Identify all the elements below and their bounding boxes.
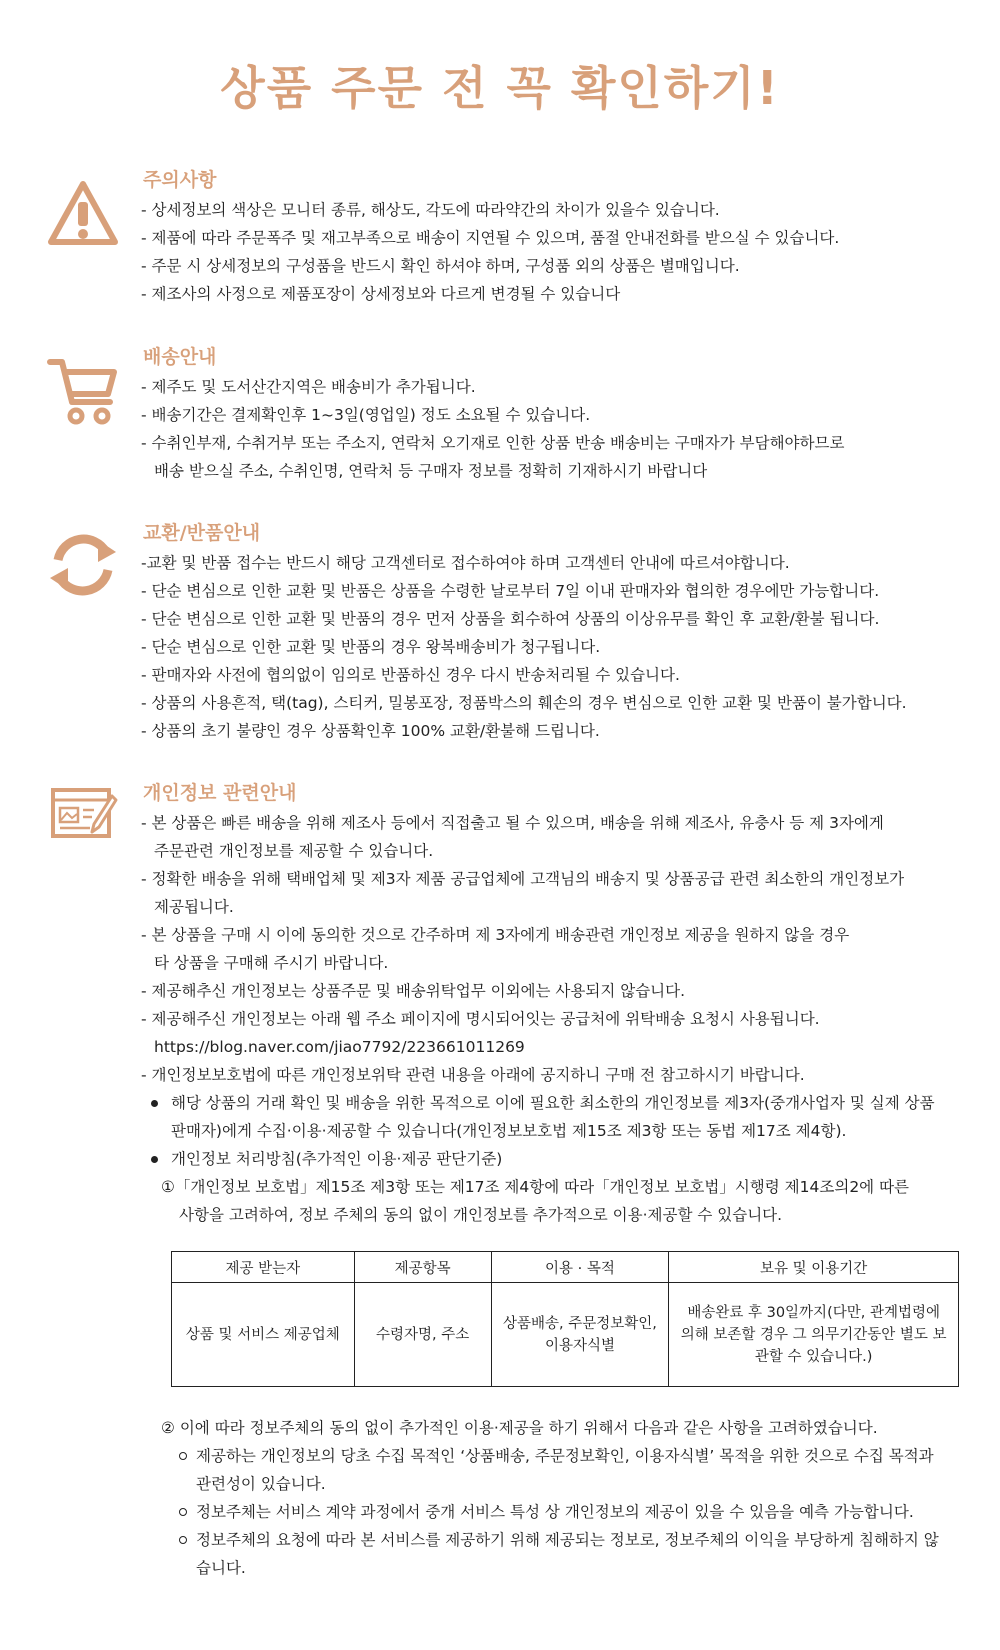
caution-list [141, 196, 980, 308]
privacy-bullet-cont: 판매자)에게 수집·이용·제공할 수 있습니다(개인정보보호법 제15조 제3항 또는 동법 제17조 제4항). [171, 1122, 847, 1140]
privacy-line: - 제공해추신 개인정보는 상품주문 및 배송위탁업무 이외에는 사용되지 않습니다. [141, 982, 686, 1000]
privacy-sub-item-cont: 습니다. [196, 1559, 246, 1577]
exchange-line: - 단순 변심으로 인한 교환 및 반품의 경우 왕복배송비가 청구됩니다. [141, 638, 601, 656]
privacy-line: 주문관련 개인정보를 제공할 수 있습니다. [154, 842, 434, 860]
delivery-line: - 배송기간은 결제확인후 1~3일(영업일) 정도 소요될 수 있습니다. [141, 406, 591, 424]
table-row [172, 1283, 959, 1387]
delivery-line: - 수취인부재, 수취거부 또는 주소지, 연락처 오기재로 인한 상품 반송 배송비는 구매자가 부담해야하므로 [141, 434, 845, 452]
page-title: 상품 주문 전 꼭 확인하기! [220, 61, 780, 115]
table-header-cell: 이용 · 목적 [491, 1252, 669, 1283]
privacy-line: - 정확한 배송을 위해 택배업체 및 제3자 제품 공급업체에 고객님의 배송지 및 상품공급 관련 최소한의 개인정보가 [141, 870, 905, 888]
exchange-line: - 단순 변심으로 인한 교환 및 반품은 상품을 수령한 날로부터 7일 이내 판매자와 협의한 경우에만 가능합니다. [141, 582, 880, 600]
table-header-row [172, 1252, 959, 1283]
warning-triangle-icon [46, 178, 120, 252]
privacy-url: https://blog.naver.com/jiao7792/223661011269 [154, 1038, 525, 1056]
table-header-cell: 제공항목 [354, 1252, 491, 1283]
caution-line: - 상세정보의 색상은 모니터 종류, 해상도, 각도에 따라약간의 차이가 있을수 있습니다. [141, 201, 720, 219]
exchange-line: - 판매자와 사전에 협의없이 임의로 반품하신 경우 다시 반송처리될 수 있습니다. [141, 666, 680, 684]
privacy-item-1: ①「개인정보 보호법」제15조 제3항 또는 제17조 제4항에 따라「개인정보 보호법」시행령 제14조의2에 따른 [161, 1178, 910, 1196]
table-cell: 배송완료 후 30일까지(다만, 관계법령에 의해 보존할 경우 그 의무기간동안 별도 보관할 수 있습니다.) [669, 1283, 959, 1387]
table-cell: 상품배송, 주문정보확인, 이용자식별 [491, 1283, 669, 1387]
privacy-line: - 제공해주신 개인정보는 아래 웹 주소 페이지에 명시되어잇는 공급처에 위탁배송 요청시 사용됩니다. [141, 1010, 820, 1028]
refresh-arrows-icon [46, 528, 120, 602]
privacy-bullet: 개인정보 처리방침(추가적인 이용·제공 판단기준) [141, 1145, 980, 1173]
delivery-line: 배송 받으실 주소, 수취인명, 연락처 등 구매자 정보를 정확히 기재하시기 바랍니다 [154, 462, 708, 480]
privacy-line: - 개인정보보호법에 따른 개인정보위탁 관련 내용을 아래에 공지하니 구매 전 참고하시기 바랍니다. [141, 1066, 805, 1084]
privacy-list [141, 809, 980, 1229]
exchange-list [141, 549, 980, 745]
privacy-sub-item: 정보주체의 요청에 따라 본 서비스를 제공하기 위해 제공되는 정보로, 정보주체의 이익을 부당하게 침해하지 않 [141, 1526, 980, 1554]
privacy-item-1-cont: 사항을 고려하여, 정보 주체의 동의 없이 개인정보를 추가적으로 이용·제공할 수 있습니다. [179, 1206, 783, 1224]
table-cell: 수령자명, 주소 [354, 1283, 491, 1387]
table-cell: 상품 및 서비스 제공업체 [172, 1283, 355, 1387]
exchange-heading: 교환/반품안내 [143, 522, 261, 544]
table-header-cell: 제공 받는자 [172, 1252, 355, 1283]
privacy-sub-item: 정보주체는 서비스 계약 과정에서 중개 서비스 특성 상 개인정보의 제공이 있을 수 있음을 예측 가능합니다. [141, 1498, 980, 1526]
privacy-item-2: ② 이에 따라 정보주체의 동의 없이 추가적인 이용·제공을 하기 위해서 다음과 같은 사항을 고려하였습니다. [161, 1419, 878, 1437]
privacy-sub-item-cont: 관련성이 있습니다. [196, 1475, 326, 1493]
privacy-sub-item: 제공하는 개인정보의 당초 수집 목적인 ‘상품배송, 주문정보확인, 이용자식별’ 목적을 위한 것으로 수집 목적과 [141, 1442, 980, 1470]
privacy-line: 타 상품을 구매해 주시기 바랍니다. [154, 954, 389, 972]
caution-line: - 주문 시 상세정보의 구성품을 반드시 확인 하셔야 하며, 구성품 외의 상품은 별매입니다. [141, 257, 740, 275]
privacy-heading: 개인정보 관련안내 [143, 782, 297, 804]
privacy-line: - 본 상품은 빠른 배송을 위해 제조사 등에서 직접출고 될 수 있으며, 배송을 위해 제조사, 유충사 등 제 3자에게 [141, 814, 884, 832]
privacy-line: 제공됩니다. [154, 898, 234, 916]
caution-line: - 제품에 따라 주문폭주 및 재고부족으로 배송이 지연될 수 있으며, 품절 안내전화를 받으실 수 있습니다. [141, 229, 840, 247]
document-pen-icon [50, 786, 118, 844]
exchange-line: - 상품의 사용흔적, 택(tag), 스티커, 밀봉포장, 정품박스의 훼손의 경우 변심으로 인한 교환 및 반품이 불가합니다. [141, 694, 907, 712]
privacy-table [171, 1251, 959, 1387]
delivery-list [141, 373, 980, 485]
caution-line: - 제조사의 사정으로 제품포장이 상세정보와 다르게 변경될 수 있습니다 [141, 285, 621, 303]
privacy-list-2 [141, 1414, 980, 1582]
shopping-cart-icon [46, 354, 120, 428]
exchange-line: -교환 및 반품 접수는 반드시 해당 고객센터로 접수하여야 하며 고객센터 안내에 따르셔야합니다. [141, 554, 790, 572]
delivery-heading: 배송안내 [143, 346, 217, 368]
caution-heading: 주의사항 [143, 169, 217, 191]
exchange-line: - 상품의 초기 불량인 경우 상품확인후 100% 교환/환불해 드립니다. [141, 722, 600, 740]
exchange-line: - 단순 변심으로 인한 교환 및 반품의 경우 먼저 상품을 회수하여 상품의 이상유무를 확인 후 교환/환불 됩니다. [141, 610, 880, 628]
delivery-line: - 제주도 및 도서산간지역은 배송비가 추가됩니다. [141, 378, 476, 396]
privacy-line: - 본 상품을 구매 시 이에 동의한 것으로 간주하며 제 3자에게 배송관련 개인정보 제공을 원하지 않을 경우 [141, 926, 850, 944]
privacy-bullet: 해당 상품의 거래 확인 및 배송을 위한 목적으로 이에 필요한 최소한의 개인정보를 제3자(중개사업자 및 실제 상품 [141, 1089, 980, 1117]
table-header-cell: 보유 및 이용기간 [669, 1252, 959, 1283]
